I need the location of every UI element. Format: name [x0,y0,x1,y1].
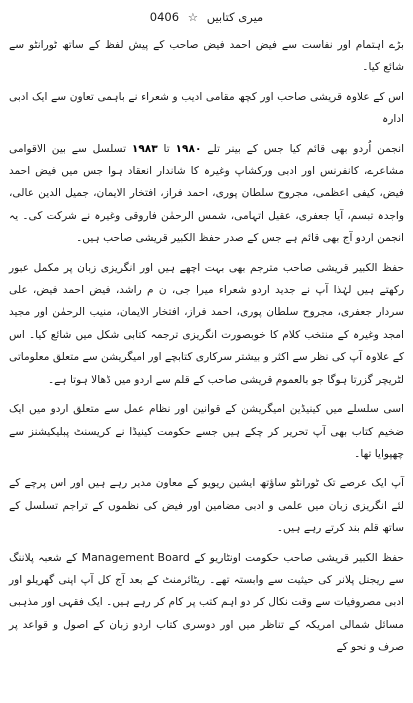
paragraph-6: آپ ایک عرصے تک ٹورانٹو ساؤتھ ایشین ریویو کے معاون مدیر رہے ہیں اور اس پرچے کے لئے انگریزی زبان میں علمی و ادبی مضامین اور فیض کی نظموں کے تراجم تسلسل کے ساتھ قلم بند کرتے رہے ہیں۔ [9,477,404,535]
paragraph-2-text: اس کے علاوہ قریشی صاحب اور کچھ مقامی ادیب و شعراء نے باہمی تعاون سے ایک ادبی ادارہ [9,90,404,126]
paragraph-3-text: تسلسل سے بین الاقوامی مشاعرے، کانفرنس اور ادبی ورکشاپ وغیرہ کا شاندار انعقاد ہوا جس میں فیض احمد فیض، کیفی اعظمی، مجروح سلطان پوری، احمد فراز، افتخار الایمان، جمیل الدین عالی، واجدہ تبسم، آیا جعفری، عقیل اتہامی، شمس الرحمٰن فاروقی وغیرہ نے شرکت کی۔ یہ انجمن اردو آج بھی قائم ہے جس کے صدر حفظ الکبیر قریشی صاحب ہیں۔ [9,142,404,245]
year-start: ۱۹۸۰ [175,142,202,155]
page-number: 0406 [149,10,180,24]
paragraph-5: اسی سلسلے میں کینیڈین امیگریشن کے قوانین اور نظام عمل سے متعلق اردو میں ایک ضخیم کتاب بھی آپ تحریر کر چکے ہیں جسے حکومت کینیڈا نے کریسنٹ پبلیکیشنز سے چھپوایا تھا۔ [9,403,404,460]
year-end: ۱۹۸۳ [131,142,158,155]
star-icon: ☆ [187,10,199,24]
paragraph-7 [9,547,404,659]
paragraph-3 [9,138,404,250]
paragraph-3-lead: انجمن اُردو بھی قائم کیا جس کے بینر تلے [207,142,405,155]
paragraph-2 [9,86,404,131]
paragraph-7-text: کے شعبہ پلاننگ سے ریجنل پلانر کی حیثیت سے وابستہ تھے۔ ریٹائرمنٹ کے بعد آج کل آپ اپنی گھریلو اور ادبی مصروفیات سے وقت نکال کر دو اہم کتب پر کام کر رہے ہیں۔ ایک فقہی اور مذہبی مسائل شمالی امریکہ کے تناظر میں اور دوسری کتاب اردو زبان کے اصول و قواعد پر صرف و نحو کے [9,551,404,654]
header-title: میری کتابیں [206,10,264,24]
paragraph-1: بڑے اہتمام اور نفاست سے فیض احمد فیض صاحب کے پیش لفظ کے ساتھ ٹورانٹو سے شائع کیا۔ [9,39,404,74]
page-header [0,9,413,25]
paragraph-7-lead: حفظ الکبیر قریشی صاحب حکومت اونٹاریو کے [194,551,404,564]
range-word: تا [163,142,170,155]
paragraph-4: حفظ الکبیر قریشی صاحب مترجم بھی بہت اچھے ہیں اور انگریزی زبان پر مکمل عبور رکھتے ہیں لہٰذا آپ نے جدید اردو شعراء میرا جی، ن م راشد، فیض احمد فیض، علی سردار جعفری، مجروح سلطان پوری، احمد فراز، افتخار الایمان، منیب الرحمٰن اور مجید امجد وغیرہ کے منتخب کلام کا خوبصورت انگریزی ترجمہ کتابی شکل میں شائع کیا۔ اس کے علاوہ آپ کی نظر سے اکثر و بیشتر سرکاری کتابچے اور امیگریشن سے متعلق معلوماتی لٹریچر گزرتا ہوگا جو بالعموم قریشی صاحب کے قلم سے اردو میں ڈھالا ہوتا ہے۔ [9,261,404,386]
english-term: Management Board [81,550,190,564]
document-body [9,34,404,666]
